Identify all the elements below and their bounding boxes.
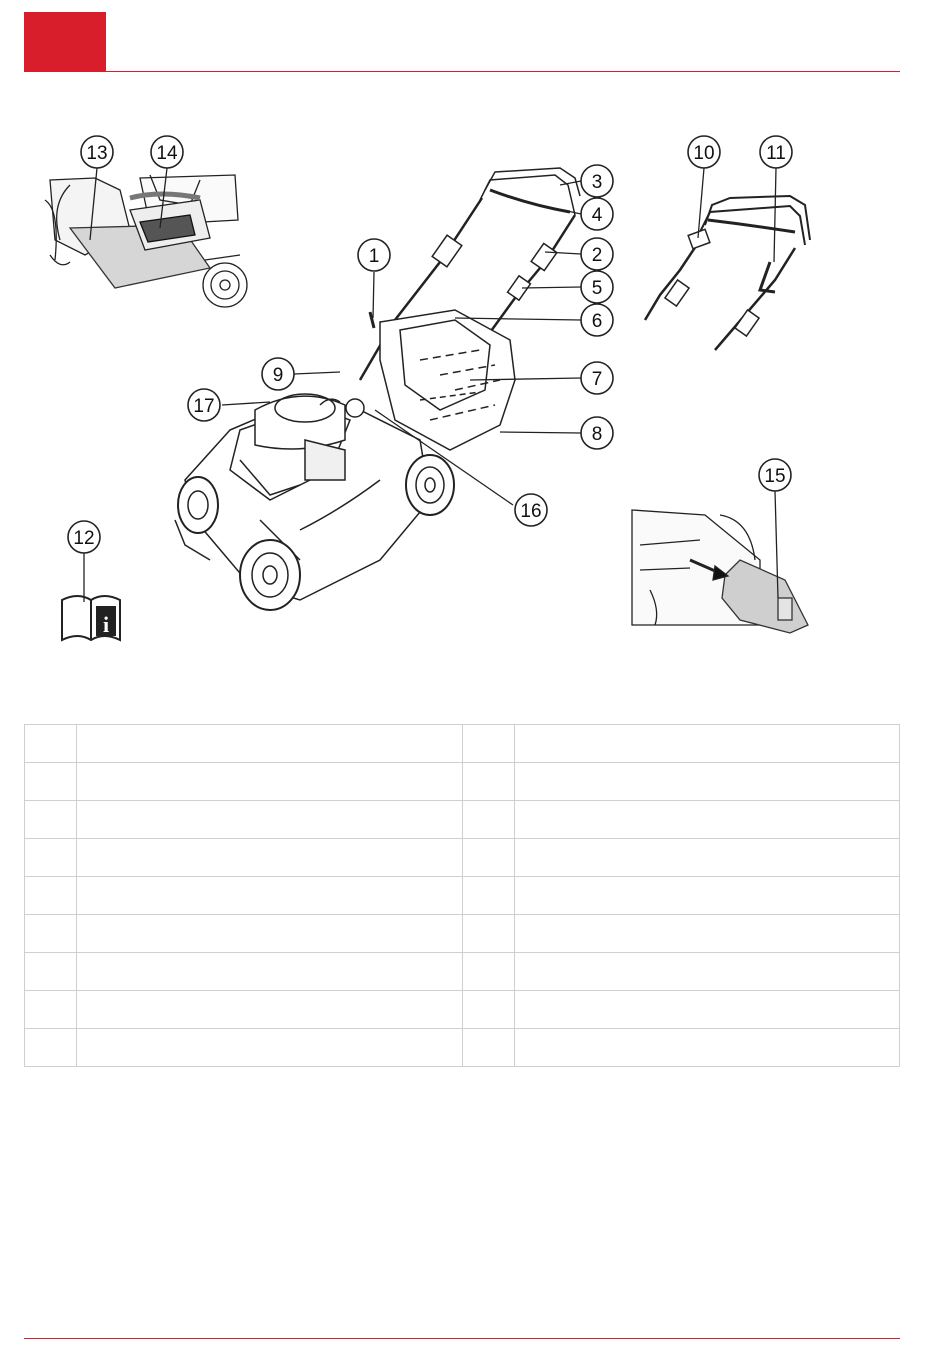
part-number-cell	[463, 953, 515, 991]
part-name-cell	[515, 915, 900, 953]
part-number-cell	[25, 991, 77, 1029]
table-row	[25, 839, 900, 877]
callout-16-label: 16	[520, 501, 542, 522]
part-number-cell	[25, 877, 77, 915]
callout-2-label: 2	[591, 245, 603, 266]
part-name-cell	[515, 877, 900, 915]
callout-11	[760, 136, 792, 168]
grass-catcher-detail-drawing	[44, 172, 247, 308]
callout-16	[515, 494, 547, 526]
part-number-cell	[463, 839, 515, 877]
part-name-cell	[77, 991, 463, 1029]
callout-8	[581, 417, 613, 449]
part-number-cell	[25, 725, 77, 763]
parts-legend-table	[24, 724, 900, 1067]
callout-15-label: 15	[764, 466, 786, 487]
part-number-cell	[463, 915, 515, 953]
part-name-cell	[77, 801, 463, 839]
callout-1-label: 1	[368, 246, 380, 267]
part-name-cell	[515, 1029, 900, 1067]
table-row	[25, 915, 900, 953]
part-name-cell	[515, 953, 900, 991]
part-number-cell	[25, 1029, 77, 1067]
callout-2	[581, 238, 613, 270]
callout-3	[581, 165, 613, 197]
footer-rule	[24, 1338, 900, 1339]
callout-5	[581, 271, 613, 303]
callout-13	[81, 136, 113, 168]
table-row	[25, 877, 900, 915]
callout-1	[358, 239, 390, 271]
part-number-cell	[25, 763, 77, 801]
callout-13-label: 13	[86, 143, 108, 164]
callout-7	[581, 362, 613, 394]
part-name-cell	[77, 725, 463, 763]
callout-3-label: 3	[591, 172, 603, 193]
callout-11-label: 11	[766, 143, 786, 164]
part-number-cell	[25, 953, 77, 991]
callout-14	[151, 136, 183, 168]
part-name-cell	[77, 915, 463, 953]
callout-17-label: 17	[193, 396, 215, 417]
part-number-cell	[463, 801, 515, 839]
part-number-cell	[25, 915, 77, 953]
part-name-cell	[515, 991, 900, 1029]
handle-controls-detail-drawing	[645, 196, 810, 350]
callout-10-label: 10	[693, 143, 715, 164]
callout-12	[68, 521, 100, 553]
callout-12-label: 12	[73, 528, 95, 549]
table-row	[25, 1029, 900, 1067]
callout-5-label: 5	[591, 278, 603, 299]
table-row	[25, 725, 900, 763]
part-number-cell	[463, 1029, 515, 1067]
callout-6	[581, 304, 613, 336]
part-name-cell	[77, 877, 463, 915]
part-name-cell	[515, 725, 900, 763]
svg-text:i: i	[102, 612, 110, 637]
callout-4	[581, 198, 613, 230]
part-name-cell	[77, 1029, 463, 1067]
callout-6-label: 6	[591, 311, 603, 332]
table-row	[25, 763, 900, 801]
table-row	[25, 953, 900, 991]
callout-15	[759, 459, 791, 491]
callout-4-label: 4	[591, 205, 603, 226]
callout-9	[262, 358, 294, 390]
part-name-cell	[77, 763, 463, 801]
callout-8-label: 8	[591, 424, 603, 445]
callout-7-label: 7	[591, 369, 603, 390]
part-number-cell	[25, 839, 77, 877]
part-name-cell	[515, 839, 900, 877]
part-number-cell	[463, 991, 515, 1029]
part-number-cell	[463, 763, 515, 801]
callout-17	[188, 389, 220, 421]
part-name-cell	[515, 801, 900, 839]
part-name-cell	[77, 953, 463, 991]
callout-14-label: 14	[156, 143, 178, 164]
part-number-cell	[463, 877, 515, 915]
callout-10	[688, 136, 720, 168]
table-row	[25, 991, 900, 1029]
part-number-cell	[463, 725, 515, 763]
part-name-cell	[77, 839, 463, 877]
manual-info-icon	[62, 596, 120, 640]
callout-9-label: 9	[272, 365, 284, 386]
part-number-cell	[25, 801, 77, 839]
part-name-cell	[515, 763, 900, 801]
mulching-plug-detail-drawing	[630, 505, 810, 633]
table-row	[25, 801, 900, 839]
